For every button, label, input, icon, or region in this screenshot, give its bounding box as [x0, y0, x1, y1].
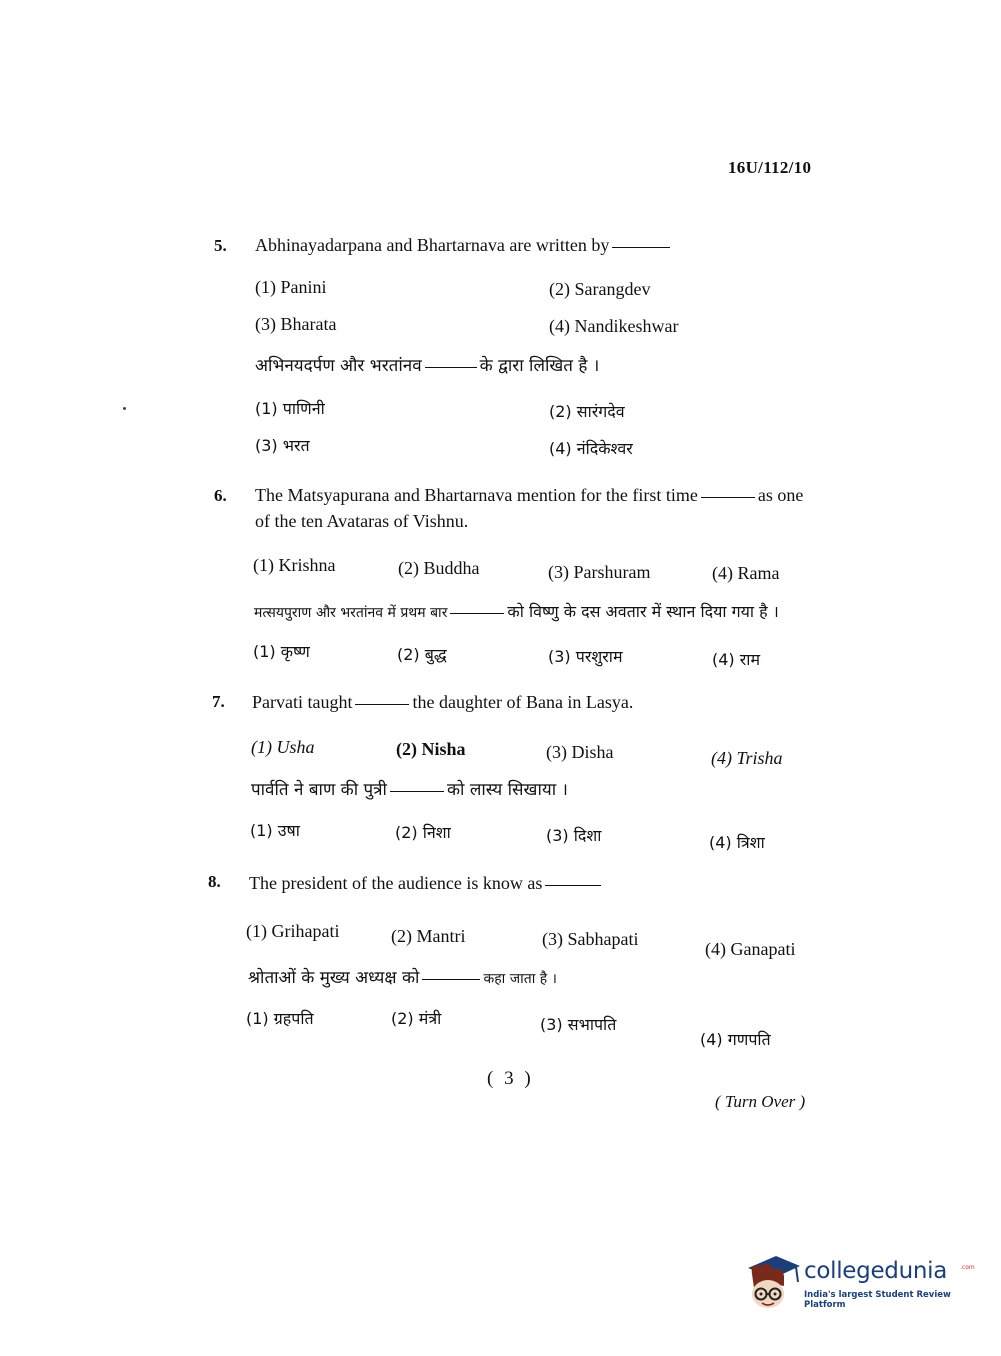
- question-text-en: [255, 485, 803, 506]
- option-hi-2: (2) सारंगदेव: [549, 402, 625, 421]
- option-hi-4: (4) त्रिशा: [709, 833, 765, 852]
- turn-over-note: ( Turn Over ): [715, 1092, 806, 1111]
- option-hi-2: (2) निशा: [395, 823, 451, 842]
- question-text-hi-post: कहा जाता है ।: [483, 971, 557, 987]
- option-hi-1: (1) ग्रहपति: [246, 1009, 314, 1028]
- question-text-hi-pre: अभिनयदर्पण और भरतांनव: [255, 356, 422, 376]
- question-text-post: as one: [757, 485, 804, 505]
- answer-blank: [612, 246, 670, 248]
- collegedunia-logo: [742, 1252, 975, 1314]
- question-text: Parvati taught: [252, 692, 353, 712]
- question-text-hi-pre: श्रोताओं के मुख्य अध्यक्ष को: [248, 968, 420, 988]
- answer-blank: [355, 703, 409, 705]
- option-4: (4) Ganapati: [705, 939, 796, 959]
- option-4: (4) Rama: [712, 563, 780, 583]
- option-3: (3) Disha: [546, 742, 614, 762]
- option-1: (1) Usha: [251, 737, 315, 757]
- logo-wordmark: collegedunia: [804, 1258, 948, 1284]
- question-text-hi-pre: पार्वति ने बाण की पुत्री: [251, 780, 387, 800]
- option-hi-3: (3) परशुराम: [548, 647, 623, 666]
- option-2: (2) Mantri: [391, 926, 466, 946]
- option-hi-1: (1) उषा: [250, 821, 300, 840]
- logo-tagline: India's largest Student Review Platform: [804, 1290, 951, 1310]
- question-text-en: [252, 692, 633, 713]
- option-1: (1) Grihapati: [246, 921, 340, 941]
- answer-blank: [425, 366, 477, 368]
- question-text-hi: [251, 777, 568, 800]
- option-hi-3: (3) भरत: [255, 436, 310, 455]
- option-hi-4: (4) नंदिकेश्वर: [549, 439, 633, 458]
- question-text-line2: of the ten Avataras of Vishnu.: [255, 511, 469, 531]
- scan-speck: [123, 407, 126, 410]
- option-hi-1: (1) कृष्ण: [253, 642, 310, 661]
- option-hi-3: (3) दिशा: [546, 826, 602, 845]
- question-text-hi: [248, 965, 557, 988]
- question-text-hi-post: के द्वारा लिखित है ।: [479, 356, 600, 376]
- option-hi-2: (2) मंत्री: [391, 1009, 442, 1028]
- option-3: (3) Bharata: [255, 314, 337, 334]
- option-hi-4: (4) गणपति: [700, 1030, 771, 1049]
- option-3: (3) Sabhapati: [542, 929, 639, 949]
- paper-code: 16U/112/10: [728, 158, 812, 177]
- logo-suffix: .com: [960, 1264, 975, 1271]
- question-text: Abhinayadarpana and Bhartarnava are written by: [255, 235, 610, 255]
- option-1: (1) Panini: [255, 277, 327, 297]
- option-hi-2: (2) बुद्ध: [397, 645, 447, 664]
- option-2: (2) Sarangdev: [549, 279, 651, 299]
- question-text: The president of the audience is know as: [249, 873, 543, 893]
- page-number: ( 3 ): [487, 1068, 534, 1089]
- question-text-post: the daughter of Bana in Lasya.: [412, 692, 634, 712]
- mascot-icon: [742, 1252, 802, 1314]
- option-1: (1) Krishna: [253, 555, 336, 575]
- question-text-hi: [254, 600, 779, 622]
- answer-blank: [701, 496, 755, 498]
- question-text-hi-post: को लास्य सिखाया ।: [446, 780, 568, 800]
- option-hi-1: (1) पाणिनी: [255, 399, 325, 418]
- answer-blank: [450, 612, 504, 614]
- question-text-hi-pre: मत्सयपुराण और भरतांनव में प्रथम बार: [254, 605, 448, 621]
- option-2: (2) Buddha: [398, 558, 480, 578]
- question-text-hi: [255, 353, 599, 376]
- question-number: 7.: [212, 692, 225, 711]
- question-number: 8.: [208, 872, 221, 891]
- question-text-en: [255, 235, 673, 256]
- question-text-hi-post: को विष्णु के दस अवतार में स्थान दिया गया है ।: [507, 602, 779, 621]
- question-number: 6.: [214, 486, 227, 505]
- question-number: 5.: [214, 236, 227, 255]
- option-4: (4) Trisha: [711, 748, 783, 768]
- question-text: The Matsyapurana and Bhartarnava mention for the first time: [255, 485, 698, 505]
- answer-blank: [545, 884, 601, 886]
- option-4: (4) Nandikeshwar: [549, 316, 679, 336]
- answer-blank: [422, 978, 480, 980]
- option-hi-4: (4) राम: [712, 650, 761, 669]
- option-hi-3: (3) सभापति: [540, 1015, 617, 1034]
- option-2: (2) Nisha: [396, 739, 466, 759]
- answer-blank: [390, 790, 444, 792]
- question-text-en: [249, 873, 604, 894]
- option-3: (3) Parshuram: [548, 562, 651, 582]
